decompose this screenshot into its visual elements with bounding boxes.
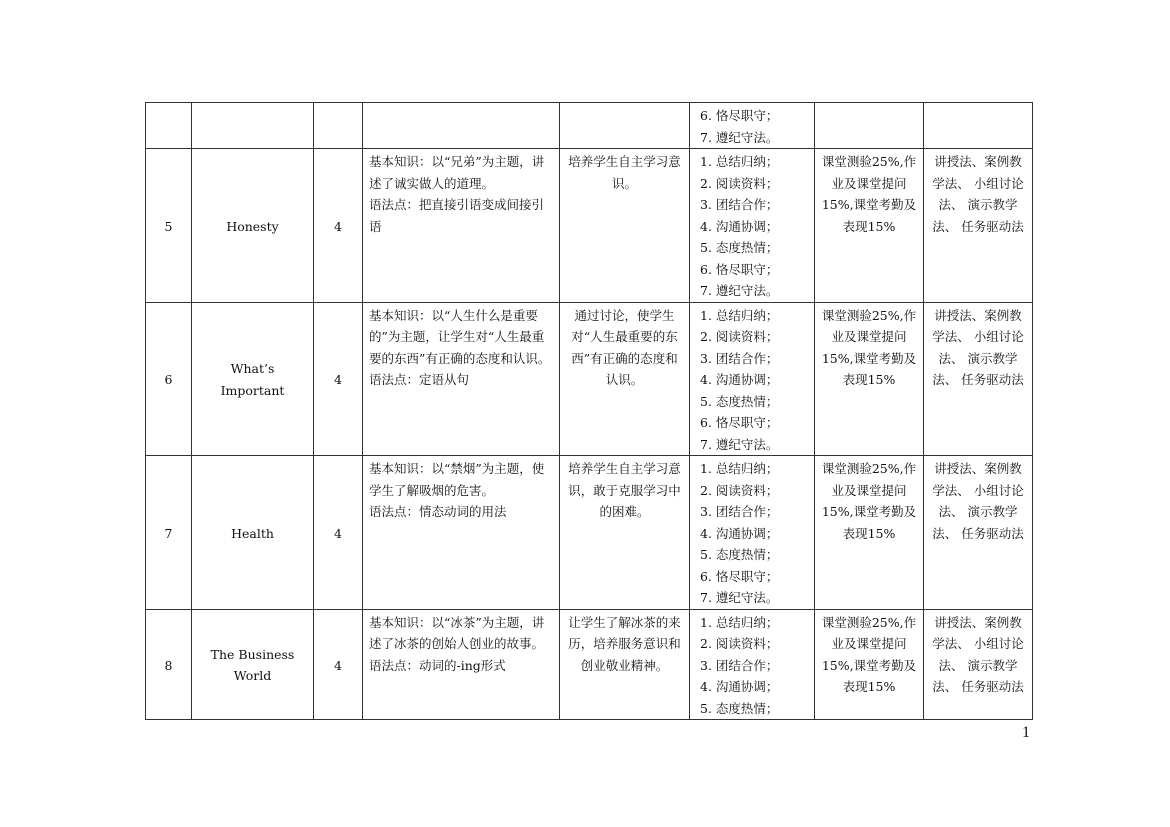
- unit-title: Health: [192, 456, 314, 610]
- unit-skills: 1. 总结归纳； 2. 阅读资料； 3. 团结合作； 4. 沟通协调； 5. 态度热情；: [690, 609, 815, 720]
- unit-goal: 通过讨论，使学生对“人生最重要的东西”有正确的态度和认识。: [560, 302, 690, 456]
- unit-method: 讲授法、案例教学法、 小组讨论法、 演示教学法、 任务驱动法: [924, 149, 1033, 303]
- unit-method: 讲授法、案例教学法、 小组讨论法、 演示教学法、 任务驱动法: [924, 456, 1033, 610]
- unit-skills: 1. 总结归纳； 2. 阅读资料； 3. 团结合作； 4. 沟通协调； 5. 态度热情； 6. 恪尽职守； 7. 遵纪守法。: [690, 456, 815, 610]
- unit-goal: 让学生了解冰茶的来历，培养服务意识和创业敬业精神。: [560, 609, 690, 720]
- unit-title: Honesty: [192, 149, 314, 303]
- unit-content: [363, 103, 560, 149]
- unit-goal: [560, 103, 690, 149]
- unit-number: 8: [146, 609, 192, 720]
- unit-assessment: 课堂测验25%,作业及课堂提问15%,课堂考勤及表现15%: [815, 302, 924, 456]
- unit-number: [146, 103, 192, 149]
- unit-hours: [314, 103, 363, 149]
- unit-skills: 1. 总结归纳； 2. 阅读资料； 3. 团结合作； 4. 沟通协调； 5. 态度热情； 6. 恪尽职守； 7. 遵纪守法。: [690, 302, 815, 456]
- unit-assessment: 课堂测验25%,作业及课堂提问15%,课堂考勤及表现15%: [815, 456, 924, 610]
- unit-goal: 培养学生自主学习意识。: [560, 149, 690, 303]
- unit-method: 讲授法、案例教学法、 小组讨论法、 演示教学法、 任务驱动法: [924, 609, 1033, 720]
- unit-title: [192, 103, 314, 149]
- table-row: [146, 302, 1033, 456]
- table-row: [146, 456, 1033, 610]
- table-row: [146, 609, 1033, 720]
- unit-number: 7: [146, 456, 192, 610]
- unit-content: 基本知识：以“兄弟”为主题，讲述了诚实做人的道理。 语法点：把直接引语变成间接引语: [363, 149, 560, 303]
- unit-method: [924, 103, 1033, 149]
- unit-goal: 培养学生自主学习意识，敢于克服学习中的困难。: [560, 456, 690, 610]
- unit-hours: 4: [314, 149, 363, 303]
- unit-assessment: [815, 103, 924, 149]
- unit-content: 基本知识：以“禁烟”为主题，使学生了解吸烟的危害。 语法点：情态动词的用法: [363, 456, 560, 610]
- unit-content: 基本知识：以“人生什么是重要的”为主题，让学生对“人生最重要的东西”有正确的态度和认识。 语法点：定语从句: [363, 302, 560, 456]
- page-number: 1: [1022, 724, 1030, 741]
- unit-method: 讲授法、案例教学法、 小组讨论法、 演示教学法、 任务驱动法: [924, 302, 1033, 456]
- unit-hours: 4: [314, 456, 363, 610]
- unit-hours: 4: [314, 302, 363, 456]
- unit-content: 基本知识：以“冰茶”为主题，讲述了冰茶的创始人创业的故事。 语法点：动词的-ing形式: [363, 609, 560, 720]
- table-row: [146, 103, 1033, 149]
- unit-number: 6: [146, 302, 192, 456]
- unit-assessment: 课堂测验25%,作业及课堂提问15%,课堂考勤及表现15%: [815, 609, 924, 720]
- unit-assessment: 课堂测验25%,作业及课堂提问15%,课堂考勤及表现15%: [815, 149, 924, 303]
- unit-number: 5: [146, 149, 192, 303]
- unit-skills: 1. 总结归纳； 2. 阅读资料； 3. 团结合作； 4. 沟通协调； 5. 态度热情； 6. 恪尽职守； 7. 遵纪守法。: [690, 149, 815, 303]
- unit-title: The Business World: [192, 609, 314, 720]
- unit-hours: 4: [314, 609, 363, 720]
- syllabus-table: [145, 102, 1033, 720]
- table-row: [146, 149, 1033, 303]
- unit-title: What’s Important: [192, 302, 314, 456]
- unit-skills: 6. 恪尽职守； 7. 遵纪守法。: [690, 103, 815, 149]
